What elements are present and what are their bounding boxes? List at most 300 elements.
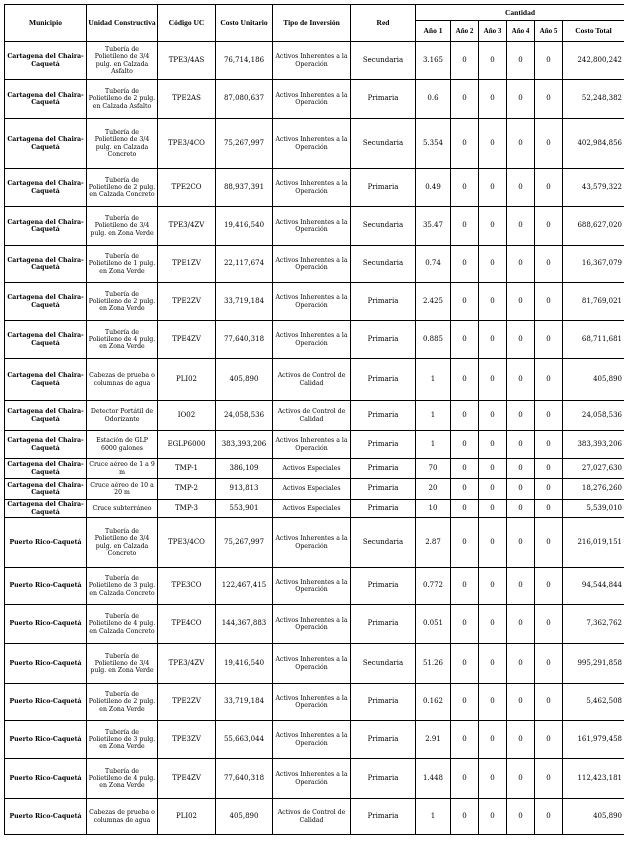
table-row [5,401,624,431]
cell-anio-5: 0 [535,518,563,568]
cell-anio-3: 0 [479,518,507,568]
cell-unidad-constructiva: Detector Portátil de Odorizante [87,401,158,431]
cell-anio-4: 0 [507,119,535,169]
cell-tipo-inversion: Activos Inherentes a la Operación [273,42,351,80]
cell-costo-unitario: 33,719,184 [216,684,273,721]
cell-costo-total: 402,984,856 [563,119,624,169]
cell-tipo-inversion: Activos de Control de Calidad [273,799,351,835]
cell-anio-2: 0 [451,644,479,684]
table-row [5,500,624,518]
table-row [5,644,624,684]
cell-codigo-uc: TMP-3 [158,500,216,518]
cell-red: Secundaria [351,207,416,246]
header-anio-3: Año 3 [479,21,507,42]
cell-municipio: Cartagena del Chaira-Caquetá [5,321,87,359]
cell-anio-4: 0 [507,359,535,401]
cell-unidad-constructiva: Tubería de Polietileno de 3 pulg. en Calzada Concreto [87,568,158,605]
cell-anio-3: 0 [479,644,507,684]
cell-tipo-inversion: Activos Especiales [273,500,351,518]
cell-anio-3: 0 [479,721,507,759]
cell-anio-1: 5.354 [416,119,451,169]
cell-costo-unitario: 24,058,536 [216,401,273,431]
cell-anio-2: 0 [451,42,479,80]
table-row [5,684,624,721]
cell-anio-5: 0 [535,42,563,80]
cell-unidad-constructiva: Tubería de Polietileno de 4 pulg. en Calzada Concreto [87,605,158,644]
cell-anio-3: 0 [479,568,507,605]
cell-anio-5: 0 [535,479,563,500]
cell-red: Secundaria [351,119,416,169]
cell-red: Secundaria [351,518,416,568]
cell-anio-2: 0 [451,80,479,119]
cell-codigo-uc: TPE4ZV [158,759,216,799]
cell-anio-1: 1 [416,799,451,835]
cell-costo-unitario: 75,267,997 [216,518,273,568]
cell-anio-2: 0 [451,207,479,246]
cell-municipio: Cartagena del Chaira-Caquetá [5,401,87,431]
cell-unidad-constructiva: Tubería de Polietileno de 2 pulg. en Calzada Asfalto [87,80,158,119]
header-costo-unitario: Costo Unitario [216,5,273,42]
cell-anio-4: 0 [507,283,535,321]
cell-anio-2: 0 [451,321,479,359]
cell-municipio: Cartagena del Chaira-Caquetá [5,80,87,119]
cell-costo-unitario: 22,117,674 [216,246,273,283]
cell-municipio: Puerto Rico-Caquetá [5,518,87,568]
cell-anio-1: 0.051 [416,605,451,644]
table-row [5,759,624,799]
cell-anio-4: 0 [507,431,535,459]
cell-tipo-inversion: Activos Inherentes a la Operación [273,207,351,246]
cell-costo-total: 161,979,458 [563,721,624,759]
table-row [5,799,624,835]
cell-anio-1: 2.87 [416,518,451,568]
cell-costo-unitario: 383,393,206 [216,431,273,459]
cell-anio-1: 3.165 [416,42,451,80]
cell-costo-unitario: 386,109 [216,459,273,479]
cell-anio-4: 0 [507,459,535,479]
header-anio-2: Año 2 [451,21,479,42]
header-costo-total: Costo Total [563,21,624,42]
cell-costo-unitario: 75,267,997 [216,119,273,169]
cell-red: Primaria [351,80,416,119]
cell-codigo-uc: TPE4CO [158,605,216,644]
cell-anio-5: 0 [535,401,563,431]
cell-anio-2: 0 [451,169,479,207]
cell-municipio: Cartagena del Chaira-Caquetá [5,500,87,518]
cell-anio-5: 0 [535,431,563,459]
cell-red: Primaria [351,684,416,721]
header-cantidad: Cantidad [416,5,624,21]
cell-unidad-constructiva: Tubería de Polietileno de 3/4 pulg. en Zona Verde [87,644,158,684]
cell-red: Secundaria [351,644,416,684]
cell-red: Primaria [351,568,416,605]
cell-anio-2: 0 [451,246,479,283]
cell-municipio: Puerto Rico-Caquetá [5,568,87,605]
cell-tipo-inversion: Activos Inherentes a la Operación [273,759,351,799]
header-anio-1: Año 1 [416,21,451,42]
cell-anio-4: 0 [507,169,535,207]
cell-anio-3: 0 [479,479,507,500]
cell-anio-5: 0 [535,80,563,119]
cell-anio-4: 0 [507,721,535,759]
cell-costo-total: 7,362,762 [563,605,624,644]
cell-costo-unitario: 87,080,637 [216,80,273,119]
cell-unidad-constructiva: Tubería de Polietileno de 2 pulg. en Zona Verde [87,684,158,721]
cell-anio-3: 0 [479,321,507,359]
cell-tipo-inversion: Activos Inherentes a la Operación [273,169,351,207]
cell-anio-5: 0 [535,500,563,518]
cell-red: Primaria [351,799,416,835]
cell-municipio: Cartagena del Chaira-Caquetá [5,479,87,500]
cell-codigo-uc: PLI02 [158,799,216,835]
cell-costo-total: 5,462,508 [563,684,624,721]
cell-anio-5: 0 [535,119,563,169]
cell-anio-1: 10 [416,500,451,518]
cell-costo-total: 94,544,844 [563,568,624,605]
table-header [5,5,624,42]
cell-anio-5: 0 [535,169,563,207]
cell-anio-4: 0 [507,321,535,359]
cell-anio-5: 0 [535,605,563,644]
cell-tipo-inversion: Activos Especiales [273,459,351,479]
cell-red: Primaria [351,500,416,518]
cell-anio-4: 0 [507,500,535,518]
cell-anio-3: 0 [479,605,507,644]
table-row [5,42,624,80]
cell-unidad-constructiva: Cruce subterráneo [87,500,158,518]
cell-municipio: Cartagena del Chaira-Caquetá [5,431,87,459]
cell-codigo-uc: PLI02 [158,359,216,401]
cell-tipo-inversion: Activos Inherentes a la Operación [273,644,351,684]
cell-red: Primaria [351,479,416,500]
cell-anio-3: 0 [479,119,507,169]
cell-anio-4: 0 [507,568,535,605]
cell-codigo-uc: TMP-2 [158,479,216,500]
cell-unidad-constructiva: Tubería de Polietileno de 2 pulg. en Calzada Concreto [87,169,158,207]
cell-costo-total: 688,627,020 [563,207,624,246]
cell-anio-2: 0 [451,721,479,759]
cell-red: Primaria [351,721,416,759]
header-anio-5: Año 5 [535,21,563,42]
cell-codigo-uc: TPE1ZV [158,246,216,283]
cell-costo-total: 81,769,021 [563,283,624,321]
cell-unidad-constructiva: Cruce aéreo de 10 a 20 m [87,479,158,500]
cell-costo-total: 405,890 [563,799,624,835]
cell-red: Primaria [351,759,416,799]
cell-red: Primaria [351,401,416,431]
cell-costo-unitario: 33,719,184 [216,283,273,321]
cell-costo-unitario: 913,813 [216,479,273,500]
cell-tipo-inversion: Activos Inherentes a la Operación [273,246,351,283]
cell-costo-total: 242,800,242 [563,42,624,80]
cell-costo-total: 112,423,181 [563,759,624,799]
cell-anio-5: 0 [535,644,563,684]
cell-anio-3: 0 [479,684,507,721]
cell-anio-1: 70 [416,459,451,479]
cell-anio-3: 0 [479,80,507,119]
cell-anio-3: 0 [479,500,507,518]
cell-costo-total: 24,058,536 [563,401,624,431]
cell-municipio: Cartagena del Chaira-Caquetá [5,283,87,321]
cell-anio-4: 0 [507,207,535,246]
cell-anio-2: 0 [451,401,479,431]
cell-codigo-uc: TPE4ZV [158,321,216,359]
cell-red: Primaria [351,459,416,479]
table-row [5,518,624,568]
cell-unidad-constructiva: Tubería de Polietileno de 3/4 pulg. en Calzada Concreto [87,119,158,169]
cell-anio-1: 0.885 [416,321,451,359]
cell-costo-unitario: 19,416,540 [216,644,273,684]
cell-anio-1: 1.448 [416,759,451,799]
cell-anio-4: 0 [507,644,535,684]
cell-municipio: Cartagena del Chaira-Caquetá [5,169,87,207]
investment-table [4,4,624,835]
cell-costo-unitario: 77,640,318 [216,759,273,799]
header-anio-4: Año 4 [507,21,535,42]
cell-tipo-inversion: Activos Inherentes a la Operación [273,684,351,721]
cell-anio-4: 0 [507,42,535,80]
cell-anio-4: 0 [507,605,535,644]
cell-unidad-constructiva: Tubería de Polietileno de 3/4 pulg. en Zona Verde [87,207,158,246]
cell-anio-5: 0 [535,459,563,479]
cell-anio-2: 0 [451,500,479,518]
cell-tipo-inversion: Activos Inherentes a la Operación [273,80,351,119]
cell-tipo-inversion: Activos de Control de Calidad [273,359,351,401]
cell-tipo-inversion: Activos Inherentes a la Operación [273,431,351,459]
cell-anio-5: 0 [535,759,563,799]
cell-anio-1: 0.49 [416,169,451,207]
cell-anio-3: 0 [479,246,507,283]
table-row [5,246,624,283]
cell-codigo-uc: TPE2ZV [158,283,216,321]
cell-municipio: Puerto Rico-Caquetá [5,721,87,759]
cell-municipio: Cartagena del Chaira-Caquetá [5,207,87,246]
cell-anio-5: 0 [535,721,563,759]
cell-codigo-uc: TPE3/4ZV [158,207,216,246]
cell-anio-4: 0 [507,684,535,721]
cell-anio-1: 51.26 [416,644,451,684]
cell-municipio: Cartagena del Chaira-Caquetá [5,459,87,479]
cell-unidad-constructiva: Tubería de Polietileno de 4 pulg. en Zona Verde [87,321,158,359]
table-row [5,479,624,500]
cell-municipio: Cartagena del Chaira-Caquetá [5,359,87,401]
cell-codigo-uc: TPE3ZV [158,721,216,759]
cell-codigo-uc: TPE3/4CO [158,518,216,568]
cell-anio-1: 0.772 [416,568,451,605]
cell-costo-total: 52,248,382 [563,80,624,119]
cell-costo-unitario: 77,640,318 [216,321,273,359]
cell-unidad-constructiva: Tubería de Polietileno de 2 pulg. en Zona Verde [87,283,158,321]
cell-tipo-inversion: Activos Inherentes a la Operación [273,568,351,605]
table-row [5,283,624,321]
table-body [5,42,624,835]
cell-anio-5: 0 [535,207,563,246]
cell-municipio: Puerto Rico-Caquetá [5,759,87,799]
cell-red: Secundaria [351,42,416,80]
cell-anio-2: 0 [451,479,479,500]
cell-costo-total: 18,276,260 [563,479,624,500]
cell-anio-3: 0 [479,207,507,246]
cell-anio-2: 0 [451,283,479,321]
cell-anio-3: 0 [479,759,507,799]
cell-unidad-constructiva: Tubería de Polietileno de 3 pulg. en Zona Verde [87,721,158,759]
cell-municipio: Puerto Rico-Caquetá [5,684,87,721]
cell-unidad-constructiva: Cabezas de prueba o columnas de agua [87,799,158,835]
cell-anio-1: 35.47 [416,207,451,246]
cell-anio-2: 0 [451,605,479,644]
cell-costo-total: 5,539,010 [563,500,624,518]
cell-anio-2: 0 [451,568,479,605]
cell-codigo-uc: TPE3/4AS [158,42,216,80]
cell-costo-total: 16,367,079 [563,246,624,283]
cell-costo-unitario: 88,937,391 [216,169,273,207]
cell-tipo-inversion: Activos Inherentes a la Operación [273,721,351,759]
cell-anio-5: 0 [535,283,563,321]
cell-anio-4: 0 [507,759,535,799]
header-red: Red [351,5,416,42]
cell-codigo-uc: IO02 [158,401,216,431]
cell-anio-3: 0 [479,169,507,207]
cell-anio-1: 1 [416,431,451,459]
cell-codigo-uc: EGLP6000 [158,431,216,459]
cell-anio-4: 0 [507,799,535,835]
cell-anio-3: 0 [479,459,507,479]
header-tipo-inversion: Tipo de Inversión [273,5,351,42]
cell-costo-total: 216,019,151 [563,518,624,568]
cell-tipo-inversion: Activos Inherentes a la Operación [273,283,351,321]
cell-costo-total: 405,890 [563,359,624,401]
cell-anio-3: 0 [479,42,507,80]
cell-anio-4: 0 [507,518,535,568]
cell-anio-3: 0 [479,401,507,431]
cell-costo-unitario: 144,367,883 [216,605,273,644]
cell-anio-2: 0 [451,431,479,459]
cell-anio-5: 0 [535,684,563,721]
cell-anio-5: 0 [535,568,563,605]
cell-anio-5: 0 [535,321,563,359]
cell-anio-2: 0 [451,459,479,479]
cell-anio-2: 0 [451,684,479,721]
cell-costo-total: 68,711,681 [563,321,624,359]
cell-anio-2: 0 [451,119,479,169]
cell-unidad-constructiva: Tubería de Polietileno de 3/4 pulg. en Calzada Asfalto [87,42,158,80]
table-row [5,431,624,459]
cell-anio-5: 0 [535,359,563,401]
cell-anio-4: 0 [507,80,535,119]
cell-anio-4: 0 [507,246,535,283]
cell-red: Primaria [351,321,416,359]
cell-red: Primaria [351,283,416,321]
cell-costo-total: 995,291,858 [563,644,624,684]
cell-anio-5: 0 [535,246,563,283]
cell-anio-1: 1 [416,401,451,431]
cell-costo-total: 43,579,322 [563,169,624,207]
cell-anio-1: 2.425 [416,283,451,321]
cell-costo-unitario: 122,467,415 [216,568,273,605]
cell-costo-unitario: 405,890 [216,359,273,401]
cell-municipio: Puerto Rico-Caquetá [5,644,87,684]
table-row [5,80,624,119]
cell-anio-2: 0 [451,359,479,401]
cell-anio-3: 0 [479,283,507,321]
cell-tipo-inversion: Activos Inherentes a la Operación [273,119,351,169]
cell-anio-1: 0.6 [416,80,451,119]
cell-codigo-uc: TMP-1 [158,459,216,479]
cell-unidad-constructiva: Tubería de Polietileno de 3/4 pulg. en Calzada Concreto [87,518,158,568]
cell-unidad-constructiva: Cabezas de prueba o columnas de agua [87,359,158,401]
header-unidad-constructiva: Unidad Constructiva [87,5,158,42]
cell-anio-4: 0 [507,479,535,500]
table-row [5,359,624,401]
cell-tipo-inversion: Activos de Control de Calidad [273,401,351,431]
table-row [5,721,624,759]
cell-municipio: Cartagena del Chaira-Caquetá [5,119,87,169]
cell-anio-1: 0.74 [416,246,451,283]
table-row [5,169,624,207]
cell-costo-unitario: 55,663,044 [216,721,273,759]
cell-costo-total: 383,393,206 [563,431,624,459]
cell-tipo-inversion: Activos Inherentes a la Operación [273,321,351,359]
cell-anio-4: 0 [507,401,535,431]
cell-costo-total: 27,027,630 [563,459,624,479]
cell-unidad-constructiva: Tubería de Polietileno de 4 pulg. en Zona Verde [87,759,158,799]
cell-anio-1: 2.91 [416,721,451,759]
table-row [5,119,624,169]
cell-tipo-inversion: Activos Inherentes a la Operación [273,518,351,568]
cell-red: Primaria [351,359,416,401]
cell-anio-5: 0 [535,799,563,835]
cell-codigo-uc: TPE3CO [158,568,216,605]
cell-red: Secundaria [351,246,416,283]
cell-red: Primaria [351,431,416,459]
table-row [5,321,624,359]
cell-codigo-uc: TPE3/4ZV [158,644,216,684]
cell-unidad-constructiva: Estación de GLP 6000 galones [87,431,158,459]
cell-anio-1: 1 [416,359,451,401]
cell-anio-2: 0 [451,799,479,835]
header-codigo-uc: Código UC [158,5,216,42]
cell-codigo-uc: TPE2AS [158,80,216,119]
table-row [5,605,624,644]
cell-municipio: Cartagena del Chaira-Caquetá [5,246,87,283]
cell-codigo-uc: TPE2CO [158,169,216,207]
cell-anio-1: 0.162 [416,684,451,721]
cell-anio-3: 0 [479,359,507,401]
table-row [5,568,624,605]
cell-costo-unitario: 405,890 [216,799,273,835]
header-municipio: Municipio [5,5,87,42]
cell-costo-unitario: 19,416,540 [216,207,273,246]
cell-tipo-inversion: Activos Inherentes a la Operación [273,605,351,644]
cell-costo-unitario: 76,714,186 [216,42,273,80]
cell-red: Primaria [351,169,416,207]
cell-unidad-constructiva: Cruce aéreo de 1 a 9 m [87,459,158,479]
cell-anio-1: 20 [416,479,451,500]
cell-anio-3: 0 [479,431,507,459]
investment-table-wrapper [4,4,624,835]
cell-municipio: Cartagena del Chaira-Caquetá [5,42,87,80]
cell-anio-2: 0 [451,518,479,568]
cell-anio-3: 0 [479,799,507,835]
cell-anio-2: 0 [451,759,479,799]
cell-tipo-inversion: Activos Especiales [273,479,351,500]
cell-unidad-constructiva: Tubería de Polietileno de 1 pulg. en Zona Verde [87,246,158,283]
cell-red: Primaria [351,605,416,644]
cell-municipio: Puerto Rico-Caquetá [5,799,87,835]
cell-costo-unitario: 553,901 [216,500,273,518]
cell-codigo-uc: TPE3/4CO [158,119,216,169]
table-row [5,459,624,479]
